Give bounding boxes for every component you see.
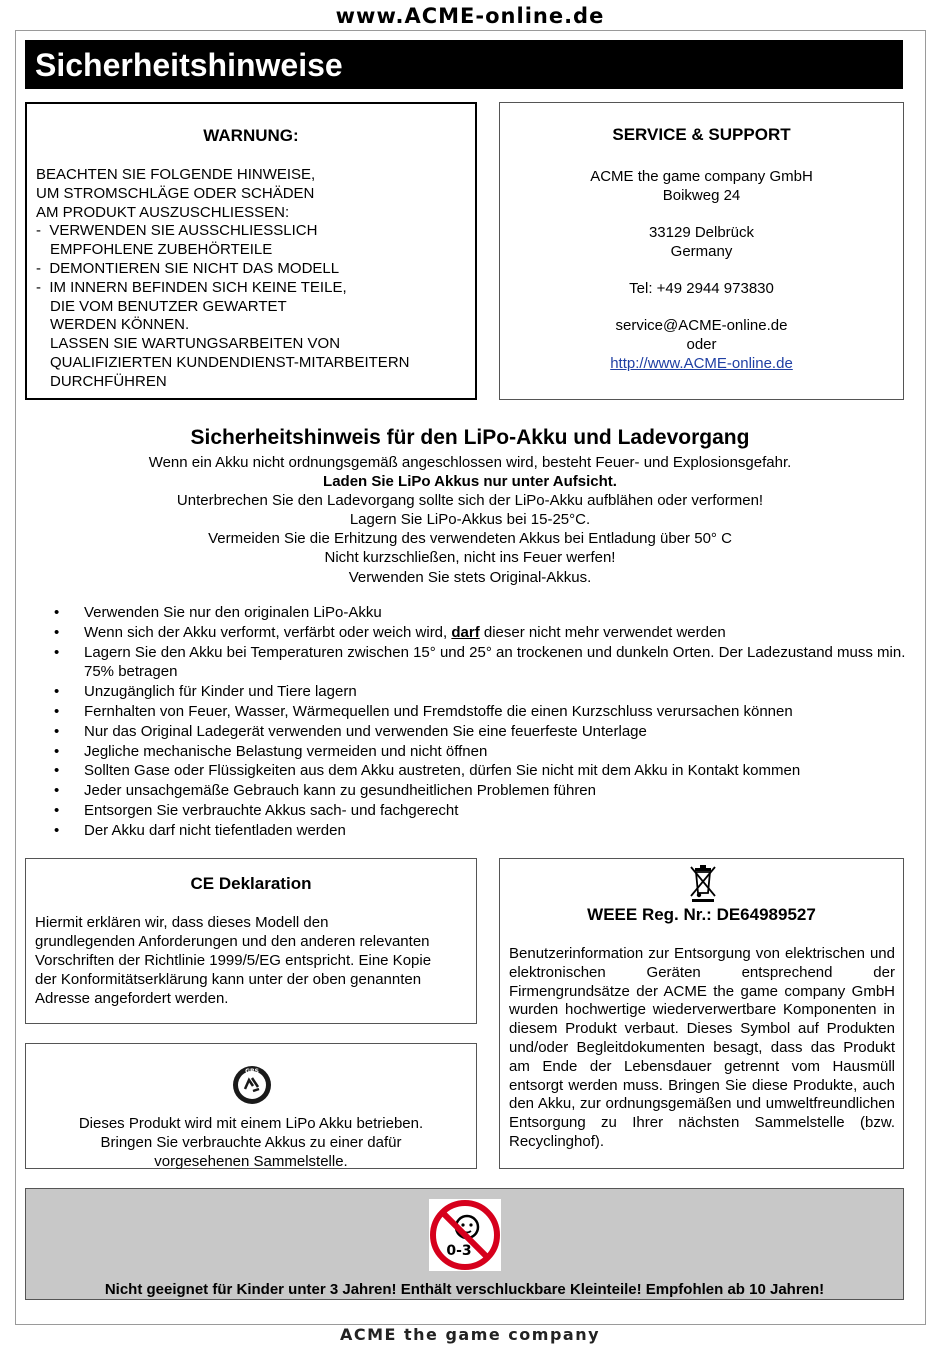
svg-text:0-3: 0-3	[446, 1243, 472, 1259]
ce-line: der Konformitätserklärung kann unter der oben genannten	[35, 971, 422, 988]
ce-line: Hiermit erklären wir, dass dieses Modell den	[35, 914, 329, 931]
list-item: • Verwenden Sie nur den originalen LiPo-Akku	[54, 604, 382, 621]
battery-line: Dieses Produkt wird mit einem LiPo Akku betrieben.	[78, 1115, 424, 1132]
city: 33129 Delbrück	[648, 224, 755, 241]
lipo-line: Wenn ein Akku nicht ordnungsgemäß angeschlossen wird, besteht Feuer- und Explosionsgefahr.	[148, 454, 792, 471]
warning-item: - VERWENDEN SIE AUSSCHLIESSLICH EMPFOHLENE ZUBEHÖRTEILE	[36, 222, 318, 259]
lipo-line: Nicht kurzschließen, nicht ins Feuer werfen!	[324, 549, 616, 567]
warning-intro-line: UM STROMSCHLÄGE ODER SCHÄDEN	[36, 184, 315, 202]
ce-line: grundlegenden Anforderungen und den anderen relevanten	[35, 933, 430, 950]
ce-heading: CE Deklaration	[190, 874, 312, 893]
svg-text:GRS: GRS	[245, 1068, 259, 1075]
list-item: • Entsorgen Sie verbrauchte Akkus sach- und fachgerecht	[54, 801, 459, 819]
service-heading: SERVICE & SUPPORT	[612, 125, 791, 144]
lipo-line: Unterbrechen Sie den Ladevorgang sollte sich der LiPo-Akku aufblähen oder verformen!	[176, 492, 764, 510]
list-item: • Jegliche mechanische Belastung vermeiden und nicht öffnen	[54, 742, 488, 760]
ce-declaration-box	[25, 858, 477, 1024]
warning-box	[25, 102, 477, 400]
street: Boikweg 24	[662, 187, 741, 204]
list-item: • Wenn sich der Akku verformt, verfärbt oder weich wird, darf dieser nicht mehr verwendet werden	[54, 623, 726, 641]
email: service@ACME-online.de	[615, 317, 788, 334]
warning-intro-line: AM PRODUKT AUSZUSCHLIESSEN:	[36, 203, 290, 221]
list-item: • Sollten Gase oder Flüssigkeiten aus dem Akku austreten, dürfen Sie nicht mit dem Akku in Kontakt kommen	[54, 762, 801, 780]
crossed-bin-icon	[686, 863, 720, 903]
ce-line: Adresse angefordert werden.	[35, 990, 229, 1007]
list-item: • Jeder unsachgemäße Gebrauch kann zu gesundheitlichen Problemen führen	[54, 782, 596, 800]
age-warning-text: Nicht geeignet für Kinder unter 3 Jahren! Enthält verschluckbare Kleinteile! Empfohlen ab 10 Jahren!	[104, 1281, 825, 1298]
battery-line: Bringen Sie verbrauchte Akkus zu einer dafür	[100, 1134, 402, 1151]
service-address	[500, 167, 903, 373]
warning-body	[36, 166, 476, 392]
weee-body: Benutzerinformation zur Entsorgung von elektrischen und elektronischen Geräten entsprechend der Firmengrundsätze der ACME the game company GmbH wurden hochwertige wiederverwertbare Komponenten in diesem Produkt verbaut. Dieses Symbol auf Produkten und/oder Begleitdokumenten besagt, dass das Produkt am Ende der Lebensdauer getrennt vom Hausmüll entsorgt werden muss. Bringen Sie diese Produkte, auch den Akku, zur ordnungsgemäßen und umweltfreundlichen Entsorgung zu Ihrer nächsten Sammelstelle (bzw. Recyclinghof).	[509, 945, 895, 1150]
service-box	[499, 102, 904, 400]
ce-line: Vorschriften der Richtlinie 1999/5/EG entspricht. Eine Kopie	[35, 952, 432, 969]
lipo-line: Laden Sie LiPo Akkus nur unter Aufsicht.	[323, 473, 617, 491]
warning-intro-line: BEACHTEN SIE FOLGENDE HINWEISE,	[36, 166, 316, 183]
list-item: • Unzugänglich für Kinder und Tiere lagern	[54, 683, 357, 701]
warning-item: - DEMONTIEREN SIE NICHT DAS MODELL	[36, 259, 340, 277]
brand-footer: ACME the game company	[339, 1325, 601, 1344]
battery-disposal-text	[26, 1114, 476, 1171]
battery-disposal-box	[25, 1043, 477, 1169]
weee-box	[499, 858, 904, 1169]
not-for-under-3-icon	[429, 1199, 501, 1271]
phone: Tel: +49 2944 973830	[629, 280, 774, 297]
lipo-line: Vermeiden Sie die Erhitzung des verwendeten Akkus bei Entladung über 50° C	[208, 530, 732, 548]
country: Germany	[670, 243, 733, 260]
list-item: • Fernhalten von Feuer, Wasser, Wärmequellen und Fremdstoffe die einen Kurzschluss verursachen können	[54, 702, 793, 720]
grs-recycling-icon	[232, 1065, 272, 1105]
lipo-notes	[0, 453, 940, 587]
battery-line: vorgesehenen Sammelstelle.	[154, 1153, 348, 1170]
or-label: oder	[686, 336, 717, 353]
warning-heading: WARNUNG:	[203, 126, 299, 145]
weee-heading: WEEE Reg. Nr.: DE64989527	[587, 905, 816, 924]
list-item: • Der Akku darf nicht tiefentladen werden	[54, 821, 346, 839]
lipo-line: Verwenden Sie stets Original-Akkus.	[348, 568, 592, 586]
warning-item: - IM INNERN BEFINDEN SICH KEINE TEILE, DIE VOM BENUTZER GEWARTET WERDEN KÖNNEN. LASSEN SIE WARTUNGSARBEITEN VON QUALIFIZIERTEN KUNDENDIENST-MITARBEITERN DURCHFÜHREN	[36, 278, 410, 390]
list-item: • Lagern Sie den Akku bei Temperaturen zwischen 15° und 25° an trockenen und dunkeln Orten. Der Ladezustand muss min. 75% betragen	[54, 643, 906, 681]
company-name: ACME the game company GmbH	[590, 168, 813, 185]
safety-bullet-list	[54, 603, 914, 841]
list-item: • Nur das Original Ladegerät verwenden und verwenden Sie eine feuerfeste Unterlage	[54, 722, 647, 740]
lipo-title: Sicherheitshinweis für den LiPo-Akku und Ladevorgang	[190, 426, 750, 449]
age-warning-banner	[25, 1188, 904, 1300]
ce-body	[35, 913, 467, 1008]
site-url-header: www.ACME-online.de	[335, 4, 605, 28]
website-link[interactable]: http://www.ACME-online.de	[610, 355, 793, 372]
lipo-line: Lagern Sie LiPo-Akkus bei 15-25°C.	[349, 511, 591, 529]
page-title: Sicherheitshinweise	[25, 40, 903, 89]
